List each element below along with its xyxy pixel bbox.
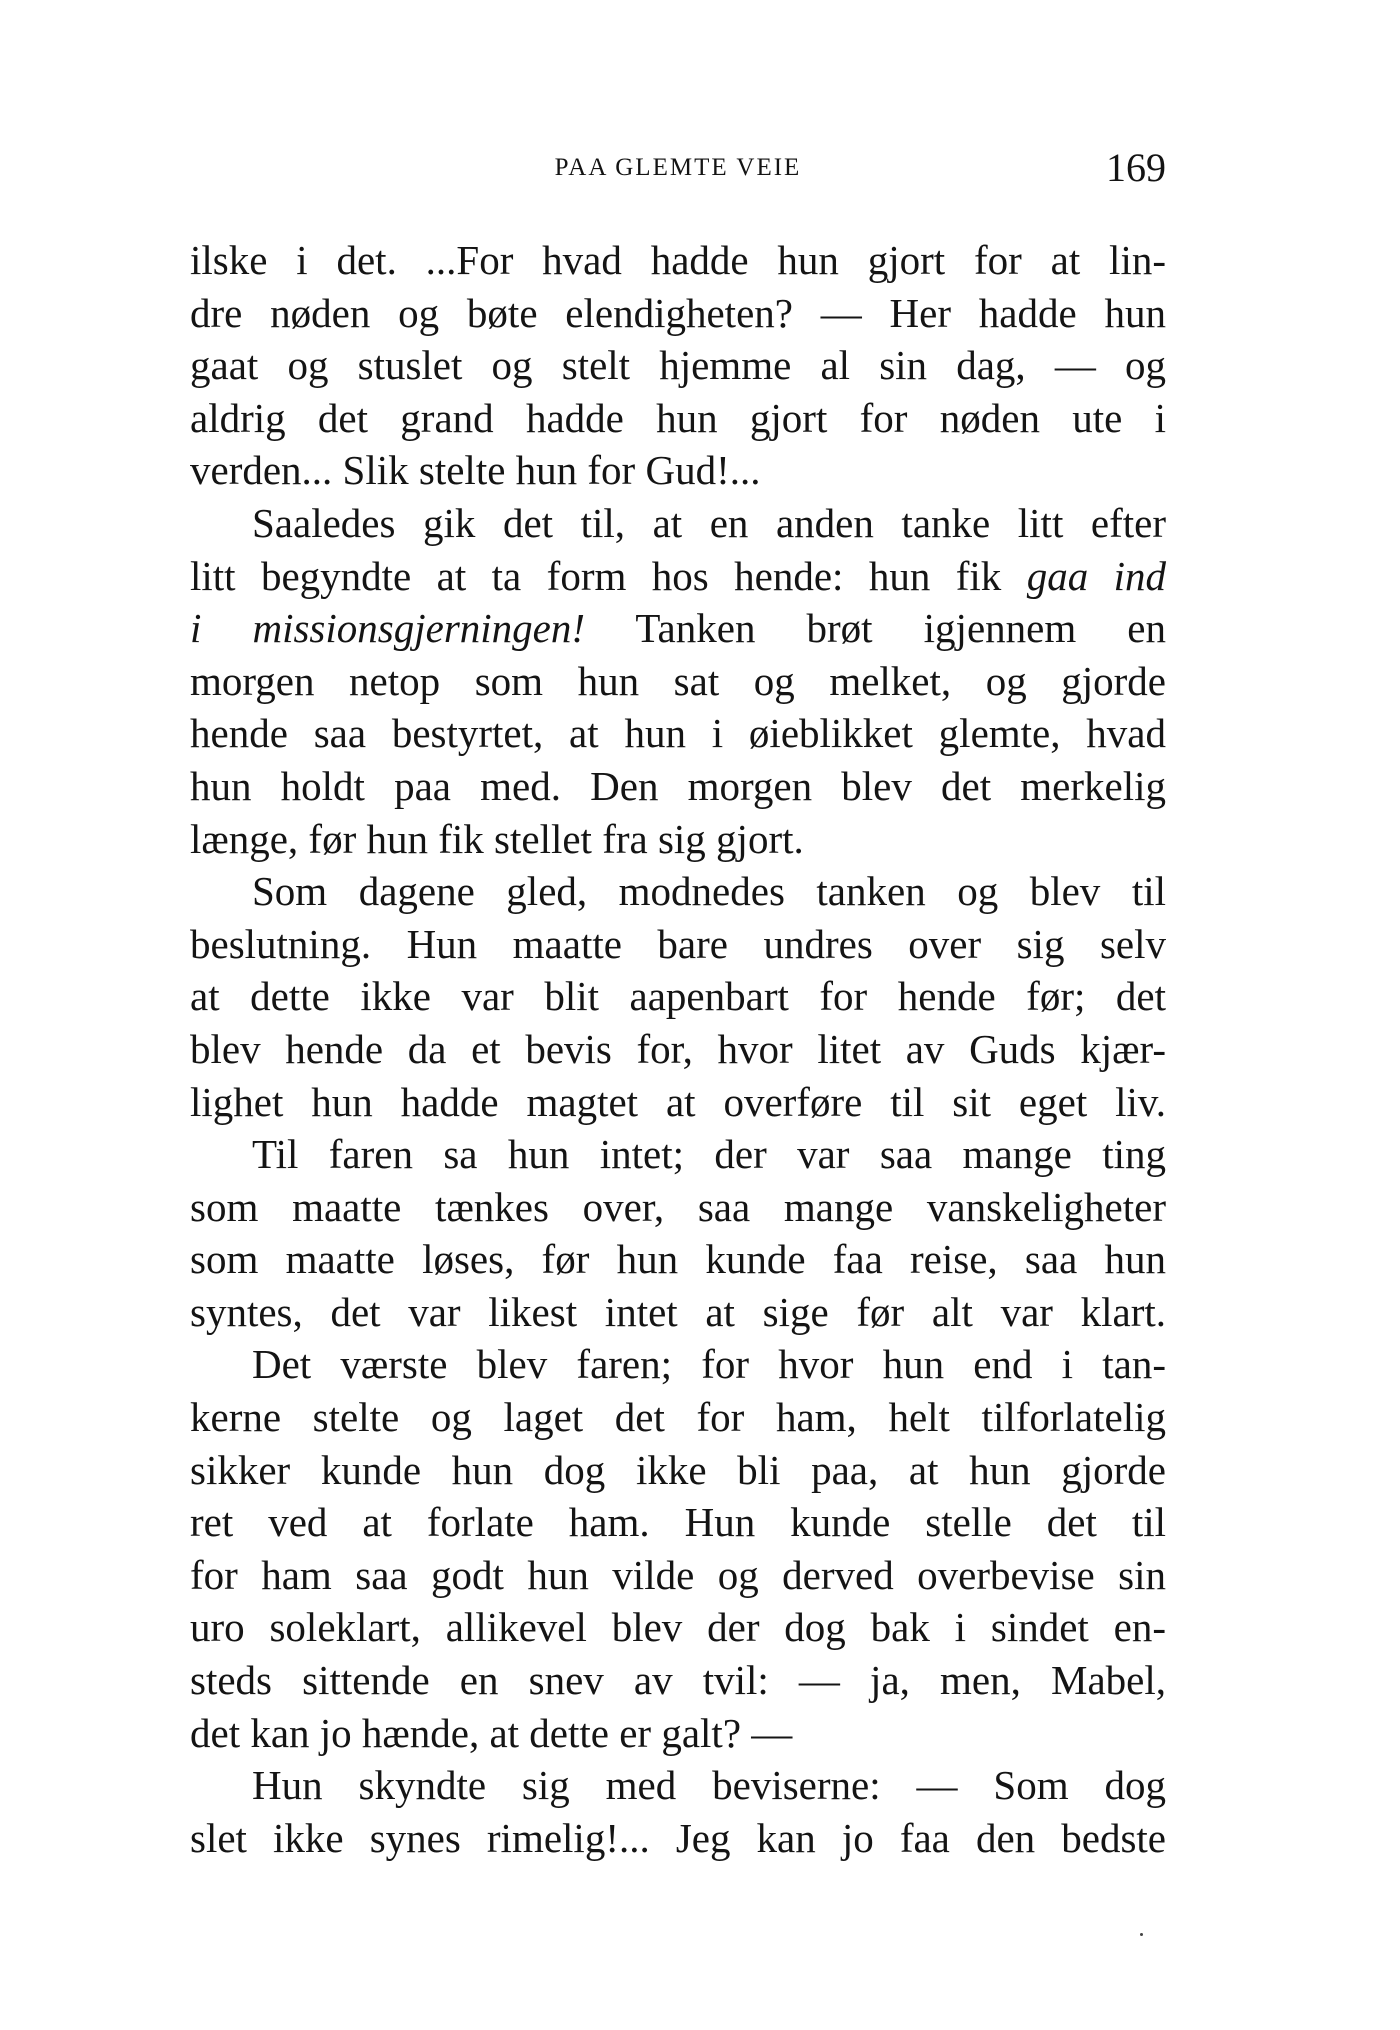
text-line: som maatte løses, før hun kunde faa reise, saa hun bbox=[190, 1236, 1166, 1283]
text-line: kerne stelte og laget det for ham, helt tilforlatelig bbox=[190, 1394, 1166, 1441]
italic-text: gaa ind bbox=[1026, 552, 1167, 599]
text-line: Hun skyndte sig med beviserne: — Som dog bbox=[252, 1762, 1166, 1809]
text-line: sikker kunde hun dog ikke bli paa, at hun gjorde bbox=[190, 1446, 1166, 1493]
text-line: ret ved at forlate ham. Hun kunde stelle det til bbox=[190, 1499, 1166, 1546]
text-line: længe, før hun fik stellet fra sig gjort. bbox=[190, 815, 804, 862]
text-line: Til faren sa hun intet; der var saa mange ting bbox=[252, 1131, 1166, 1178]
text-line: verden... Slik stelte hun for Gud!... bbox=[190, 447, 761, 494]
page-number: 169 bbox=[1106, 145, 1166, 190]
text-line bbox=[190, 602, 1166, 655]
text-line: hun holdt paa med. Den morgen blev det merkelig bbox=[190, 762, 1166, 809]
text-line: hende saa bestyrtet, at hun i øieblikket glemte, hvad bbox=[190, 710, 1166, 757]
text-line: slet ikke synes rimelig!... Jeg kan jo faa den bedste bbox=[190, 1814, 1166, 1861]
text-line: Som dagene gled, modnedes tanken og blev til bbox=[252, 868, 1166, 915]
text-line: ilske i det. ...For hvad hadde hun gjort for at lin- bbox=[190, 237, 1166, 283]
text-line: beslutning. Hun maatte bare undres over sig selv bbox=[190, 920, 1166, 967]
text-line: aldrig det grand hadde hun gjort for nøden ute i bbox=[190, 394, 1166, 441]
text-line: uro soleklart, allikevel blev der dog bak i sindet en- bbox=[190, 1604, 1166, 1651]
text-line: Saaledes gik det til, at en anden tanke litt efter bbox=[252, 499, 1166, 546]
text-line bbox=[190, 550, 1166, 603]
text-line: som maatte tænkes over, saa mange vanskeligheter bbox=[190, 1183, 1166, 1230]
text-line: Det værste blev faren; for hvor hun end i tan- bbox=[252, 1341, 1166, 1388]
text-segment: Tanken brøt igjennem en bbox=[635, 605, 1167, 652]
text-line: for ham saa godt hun vilde og derved overbevise sin bbox=[190, 1551, 1166, 1598]
ink-speck bbox=[1140, 1933, 1143, 1936]
text-line: lighet hun hadde magtet at overføre til sit eget liv. bbox=[190, 1078, 1166, 1125]
text-line: det kan jo hænde, at dette er galt? — bbox=[190, 1709, 793, 1756]
text-line: at dette ikke var blit aapenbart for hende før; det bbox=[190, 973, 1166, 1020]
running-head: PAA GLEMTE VEIE bbox=[554, 154, 802, 181]
page-header bbox=[190, 145, 1166, 194]
italic-text: i missionsgjerningen! bbox=[190, 605, 586, 652]
text-line: syntes, det var likest intet at sige før alt var klart. bbox=[190, 1288, 1166, 1335]
body-text bbox=[190, 234, 1166, 1864]
text-segment: litt begyndte at ta form hos hende: hun fik bbox=[190, 552, 1002, 599]
text-line: blev hende da et bevis for, hvor litet av Guds kjær- bbox=[190, 1025, 1166, 1072]
text-line: dre nøden og bøte elendigheten? — Her hadde hun bbox=[190, 289, 1166, 336]
text-line: gaat og stuslet og stelt hjemme al sin dag, — og bbox=[190, 342, 1166, 389]
text-line: morgen netop som hun sat og melket, og gjorde bbox=[190, 657, 1166, 704]
text-line: steds sittende en snev av tvil: — ja, men, Mabel, bbox=[190, 1657, 1166, 1704]
